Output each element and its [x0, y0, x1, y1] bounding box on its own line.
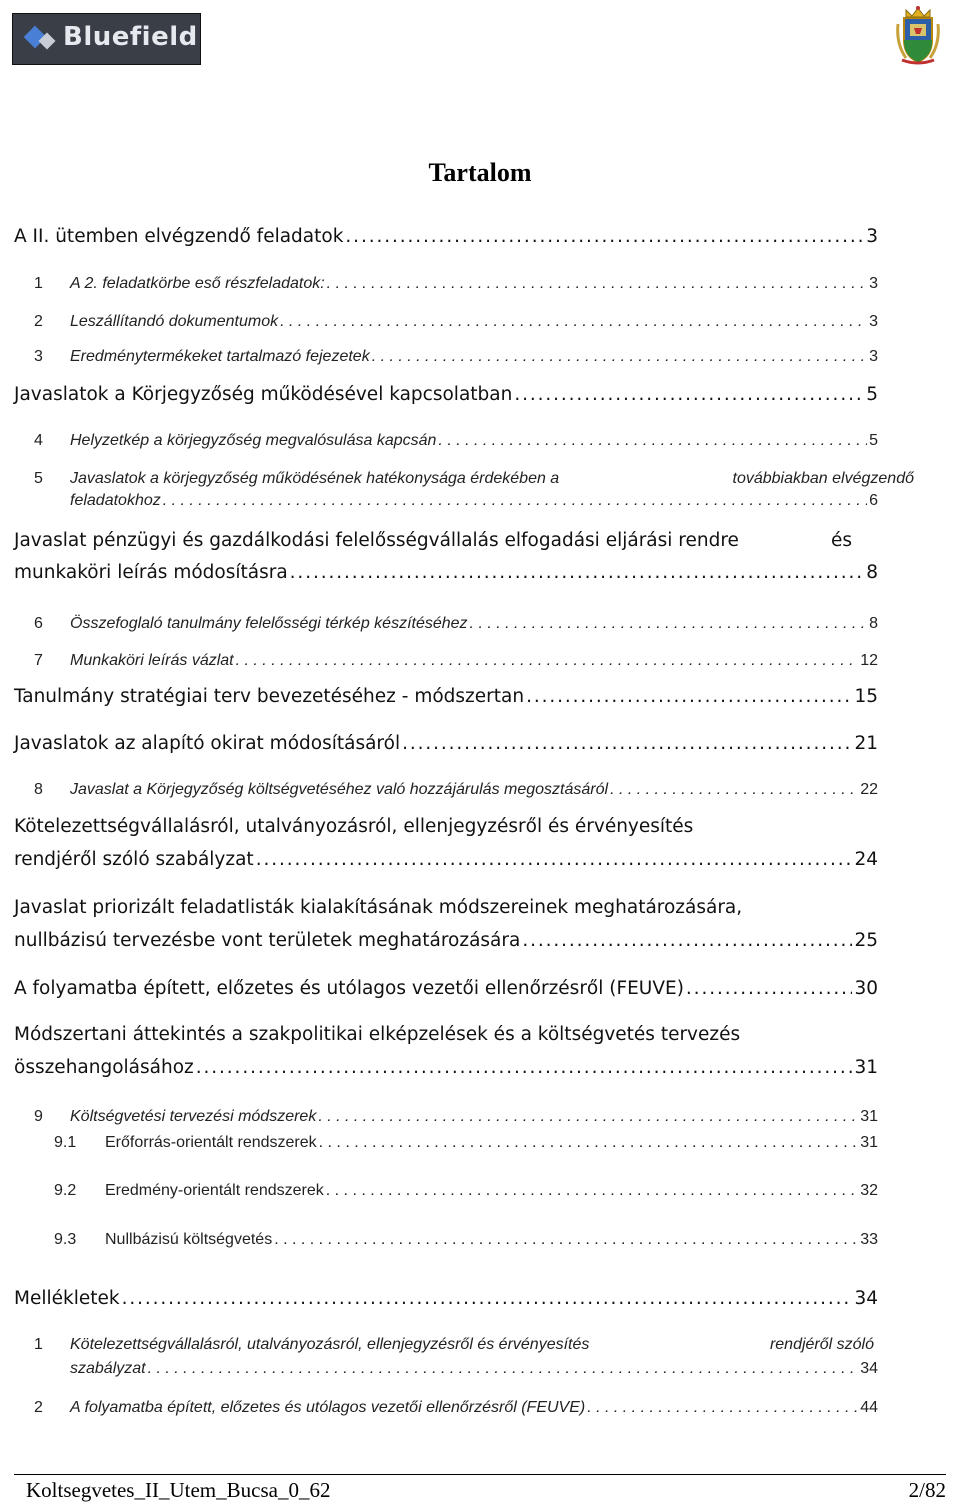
toc-entry-number: 9.1 [54, 1134, 77, 1151]
toc-entry-text: A folyamatba épített, előzetes és utólagos vezetői ellenőrzésről (FEUVE) [70, 1399, 586, 1416]
toc-leader [280, 313, 867, 331]
toc-entry-page: 21 [854, 733, 878, 754]
toc-leader [514, 384, 864, 405]
toc-entry-text: Javaslat priorizált feladatlisták kialakításának módszereinek meghatározására, [14, 897, 743, 918]
toc-entry-number: 2 [34, 1399, 43, 1416]
toc-entry-page: 8 [869, 615, 878, 632]
toc-entry-page: 3 [866, 226, 878, 247]
toc-entry[interactable] [34, 1108, 878, 1126]
toc-entry-page: 34 [860, 1360, 878, 1377]
toc-entry-page: 32 [860, 1182, 878, 1199]
toc-entry[interactable] [14, 897, 878, 951]
toc-entry[interactable] [34, 432, 878, 450]
toc-entry-page: 5 [866, 384, 878, 405]
toc-leader [610, 781, 858, 799]
toc-entry-text: Kötelezettségvállalásról, utalványozásról, ellenjegyzésről és érvényesítés [14, 816, 694, 837]
toc-leader [274, 1231, 858, 1249]
toc-entry-page: 8 [866, 562, 878, 583]
toc-leader [256, 849, 853, 870]
toc-entry-text: Leszállítandó dokumentumok [70, 313, 279, 330]
toc-entry-text: Összefoglaló tanulmány felelősségi térkép készítéséhez [70, 615, 468, 632]
toc-entry-text-line2: rendjéről szóló szabályzat [14, 849, 254, 870]
toc-entry[interactable] [34, 470, 914, 510]
toc-entry-number: 9.2 [54, 1182, 77, 1199]
toc-entry-text: Költségvetési tervezési módszerek [70, 1108, 317, 1125]
toc-entry-number: 4 [34, 432, 43, 449]
toc-entry[interactable] [14, 733, 878, 754]
toc-entry-page: 31 [860, 1134, 878, 1151]
toc-entry-text: Mellékletek [14, 1288, 120, 1309]
toc-entry[interactable] [54, 1182, 878, 1200]
toc-entry-text: Munkaköri leírás vázlat [70, 652, 234, 669]
toc-entry-text: Javaslatok a körjegyzőség működésének hatékonysága érdekében a [70, 470, 560, 487]
toc-entry-page: 12 [860, 652, 878, 669]
toc-entry-text: Tanulmány stratégiai terv bevezetéséhez - módszertan [14, 686, 525, 707]
toc-leader [686, 978, 853, 999]
toc-entry-number: 6 [34, 615, 43, 632]
toc-entry[interactable] [34, 1399, 878, 1417]
toc-leader [438, 432, 867, 450]
toc-entry-page: 3 [869, 313, 878, 330]
toc-leader [345, 226, 864, 247]
toc-entry-text-cont: rendjéről szóló [769, 1336, 874, 1353]
logo-wordmark: Bluefield [63, 22, 198, 52]
toc-entry[interactable] [34, 348, 878, 366]
toc-entry-number: 1 [34, 1336, 43, 1353]
toc-entry-text: A 2. feladatkörbe eső részfeladatok: [70, 275, 325, 292]
toc-entry[interactable] [54, 1134, 878, 1152]
toc-entry-text-line2: nullbázisú tervezésbe vont területek meghatározására [14, 930, 521, 951]
toc-entry-text: Erőforrás-orientált rendszerek [105, 1134, 317, 1151]
toc-entry-text-cont: és [830, 530, 852, 551]
toc-leader [122, 1288, 853, 1309]
toc-entry-text: Eredmény-orientált rendszerek [105, 1182, 324, 1199]
bluefield-logo [12, 13, 201, 65]
toc-entry-page: 25 [854, 930, 878, 951]
toc-entry[interactable] [34, 313, 878, 331]
toc-entry[interactable] [14, 384, 878, 405]
toc-entry-page: 31 [860, 1108, 878, 1125]
toc-entry-page: 31 [854, 1057, 878, 1078]
toc-entry-text: Kötelezettségvállalásról, utalványozásról, ellenjegyzésről és érvényesítés [70, 1336, 590, 1353]
footer-page-number: 2/82 [908, 1478, 946, 1502]
toc-leader [587, 1399, 858, 1417]
toc-entry-number: 5 [34, 470, 43, 487]
toc-entry[interactable] [34, 615, 878, 633]
toc-leader [402, 733, 852, 754]
footer-divider [14, 1474, 946, 1475]
toc-entry-text-line2: feladatokhoz [70, 492, 161, 509]
toc-entry-page: 3 [869, 348, 878, 365]
toc-leader [327, 275, 867, 293]
toc-entry-page: 34 [854, 1288, 878, 1309]
coat-of-arms-icon [892, 4, 944, 66]
toc-entry[interactable] [14, 978, 878, 999]
toc-entry[interactable] [34, 275, 878, 293]
toc-entry[interactable] [14, 1024, 878, 1078]
toc-entry-page: 22 [860, 781, 878, 798]
toc-leader [236, 652, 859, 670]
toc-leader [319, 1134, 859, 1152]
toc-entry-text: Módszertani áttekintés a szakpolitikai elképzelések és a költségvetés tervezés [14, 1024, 741, 1045]
toc-entry-text-line2: munkaköri leírás módosításra [14, 562, 288, 583]
toc-entry[interactable] [14, 1288, 878, 1309]
toc-leader [148, 1360, 859, 1378]
toc-entry-number: 1 [34, 275, 43, 292]
toc-entry[interactable] [54, 1231, 878, 1249]
toc-entry[interactable] [14, 686, 878, 707]
toc-entry-text: Helyzetkép a körjegyzőség megvalósulása kapcsán [70, 432, 437, 449]
toc-entry-text: Javaslatok a Körjegyzőség működésével kapcsolatban [14, 384, 513, 405]
toc-leader [318, 1108, 858, 1126]
toc-leader [290, 562, 865, 583]
toc-entry-page: 30 [854, 978, 878, 999]
toc-entry-page: 6 [869, 492, 878, 509]
toc-entry-text: Nullbázisú költségvetés [105, 1231, 273, 1248]
toc-entry-number: 9 [34, 1108, 43, 1125]
toc-entry-text: Eredménytermékeket tartalmazó fejezetek [70, 348, 370, 365]
toc-entry-number: 3 [34, 348, 43, 365]
toc-leader [526, 686, 852, 707]
toc-entry[interactable] [34, 781, 878, 799]
toc-entry-number: 9.3 [54, 1231, 77, 1248]
toc-entry-text-cont: továbbiakban elvégzendő [732, 470, 914, 487]
toc-entry[interactable] [34, 652, 878, 670]
toc-entry-text: A folyamatba épített, előzetes és utólagos vezetői ellenőrzésről (FEUVE) [14, 978, 684, 999]
toc-entry-number: 8 [34, 781, 43, 798]
toc-entry-text-line2: összehangolásához [14, 1057, 194, 1078]
toc-entry-text: Javaslat pénzügyi és gazdálkodási felelősségvállalás elfogadási eljárási rendre [14, 530, 739, 551]
toc-entry-text-line2: szabályzat [70, 1360, 146, 1377]
toc-entry[interactable] [34, 1336, 878, 1378]
toc-entry-page: 15 [854, 686, 878, 707]
toc-entry-text: Javaslatok az alapító okirat módosításáról [14, 733, 401, 754]
toc-entry-text: Javaslat a Körjegyzőség költségvetéséhez való hozzájárulás megosztásáról [70, 781, 609, 798]
toc-entry-page: 24 [854, 849, 878, 870]
toc-leader [196, 1057, 853, 1078]
toc-entry-page: 33 [860, 1231, 878, 1248]
toc-entry-number: 7 [34, 652, 43, 669]
toc-leader [522, 930, 852, 951]
toc-entry[interactable] [14, 530, 878, 583]
toc-entry-page: 5 [869, 432, 878, 449]
toc-leader [163, 492, 867, 510]
footer-filename: Koltsegvetes_II_Utem_Bucsa_0_62 [26, 1478, 331, 1502]
toc-title: Tartalom [428, 158, 532, 187]
toc-leader [372, 348, 867, 366]
toc-entry-page: 3 [869, 275, 878, 292]
toc-leader [470, 615, 868, 633]
toc-entry-page: 44 [860, 1399, 878, 1416]
toc-entry-text: A II. ütemben elvégzendő feladatok [14, 226, 344, 247]
toc-entry[interactable] [14, 226, 878, 247]
toc-entry[interactable] [14, 816, 878, 870]
toc-entry-number: 2 [34, 313, 43, 330]
toc-leader [326, 1182, 858, 1200]
